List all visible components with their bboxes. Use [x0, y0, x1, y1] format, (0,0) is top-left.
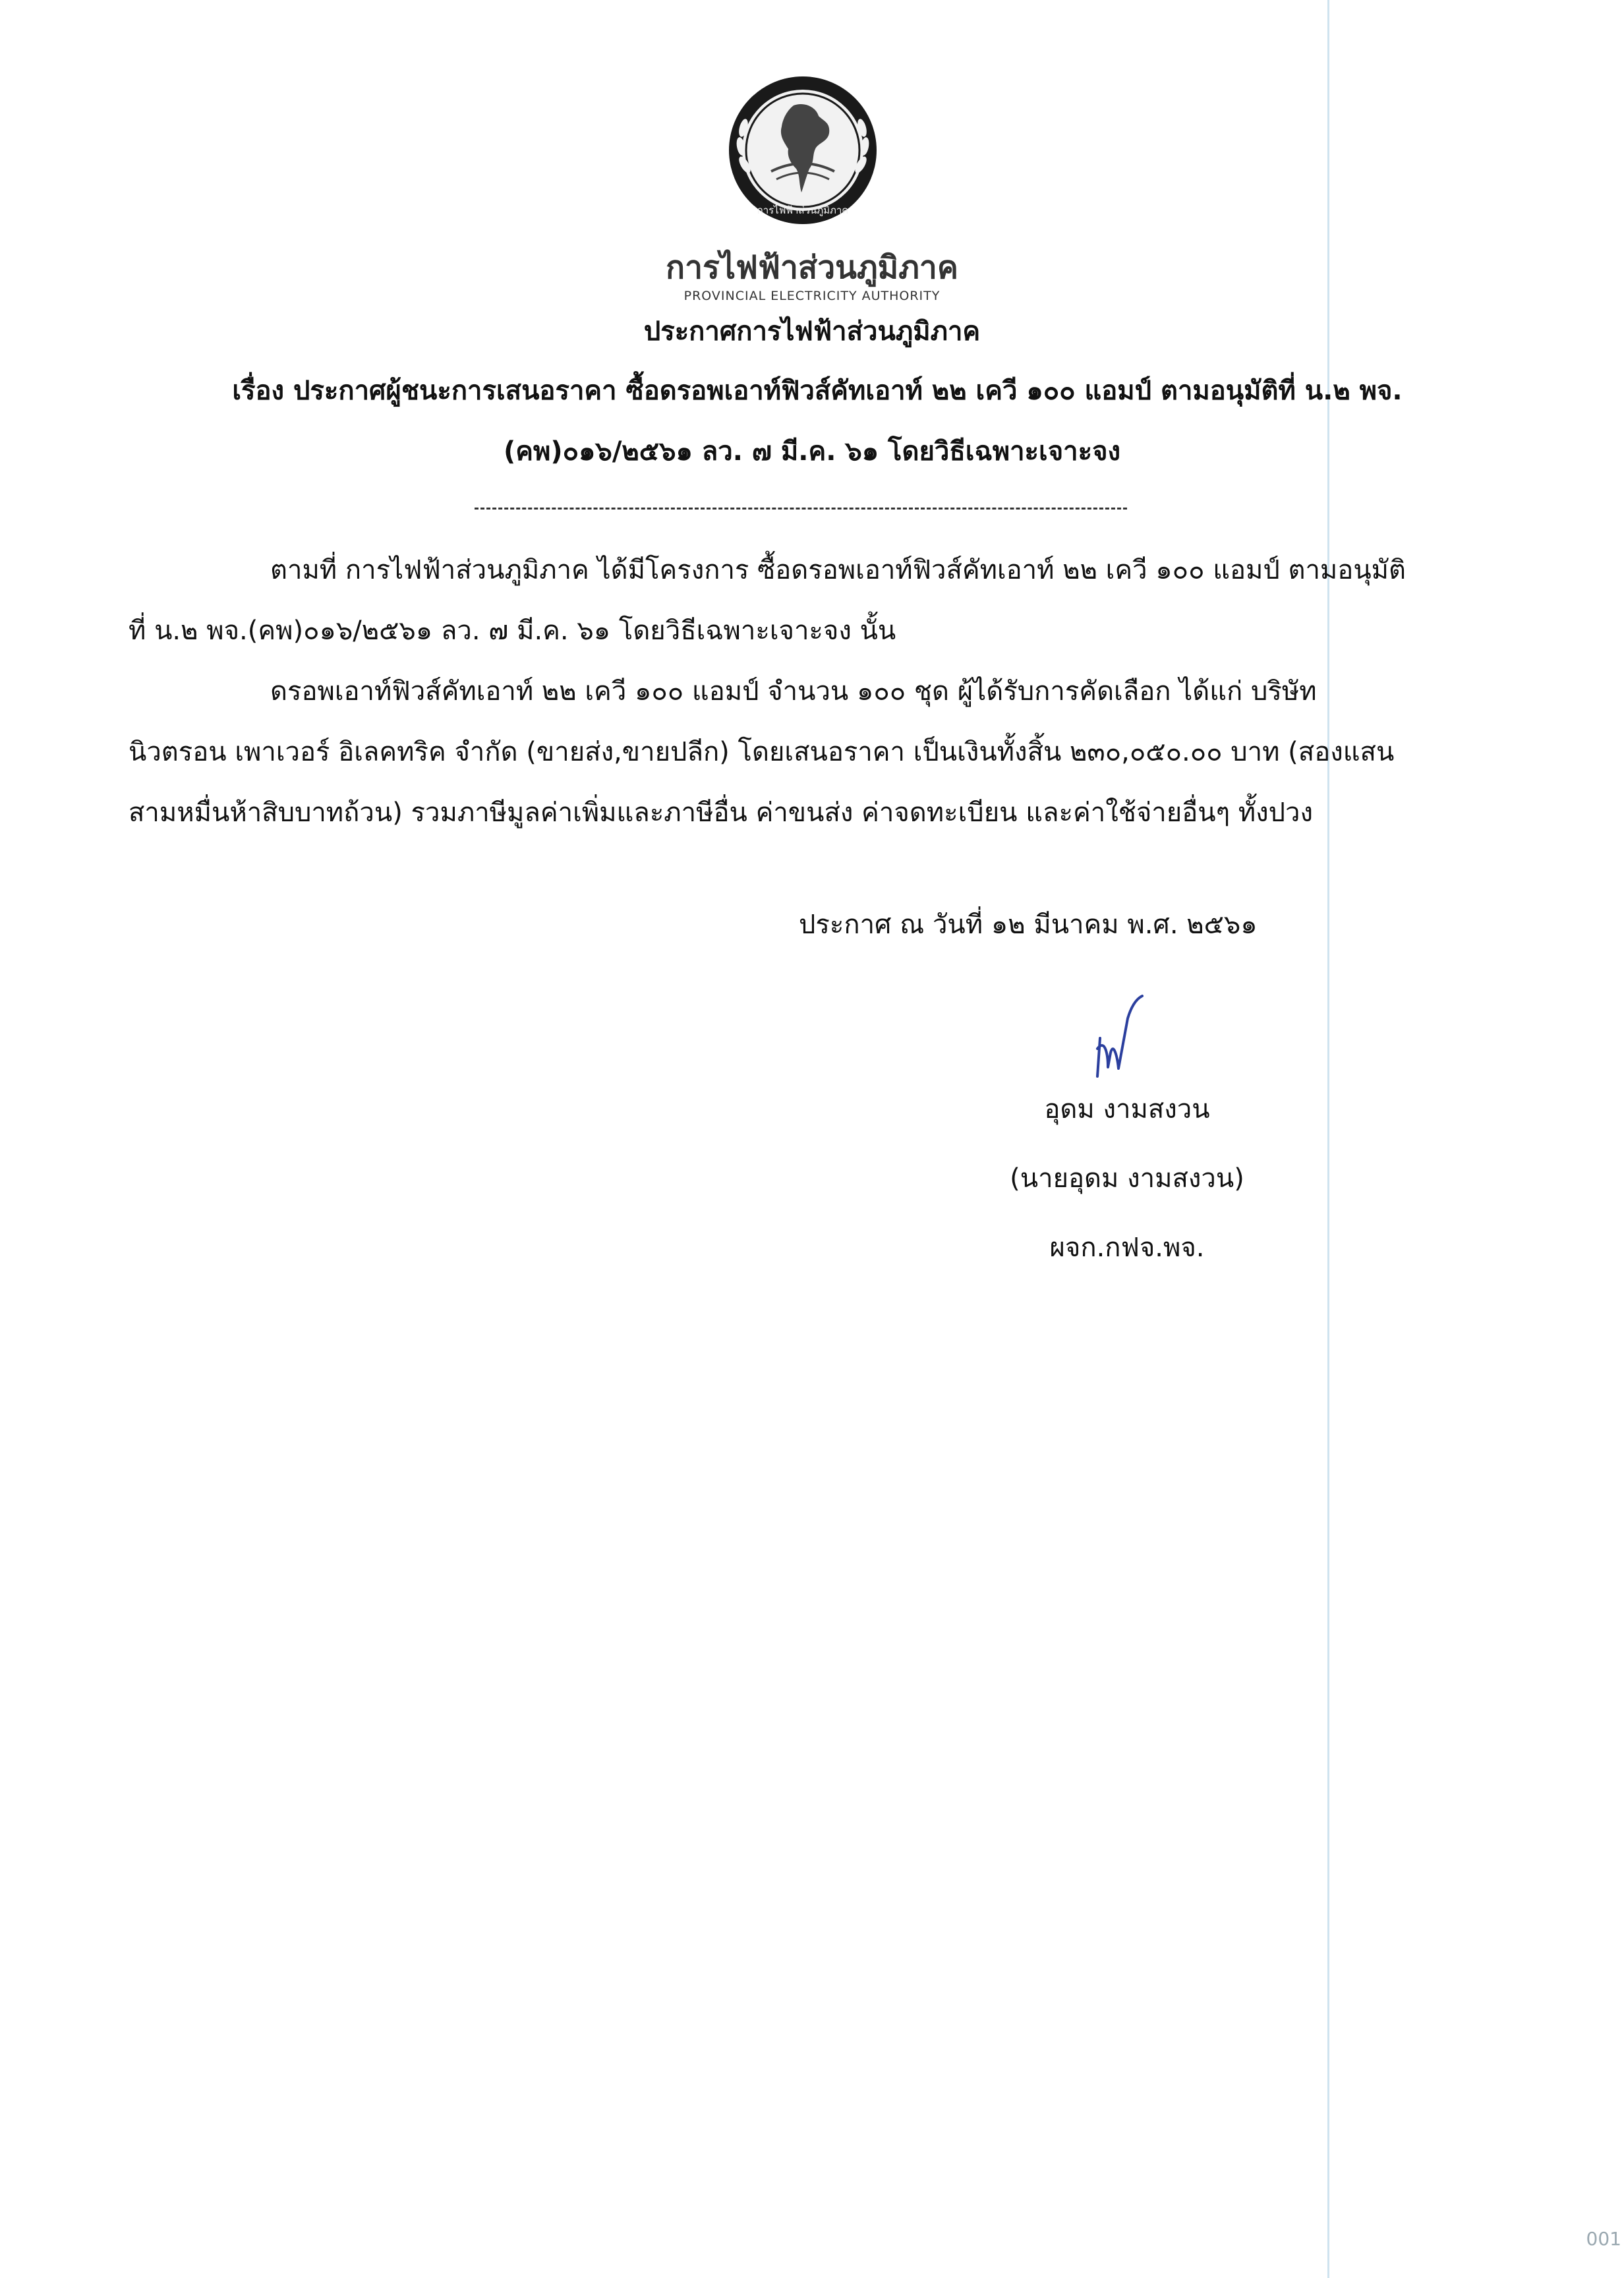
signatory-full-name: (นายอุดม งามสงวน) [1010, 1163, 1244, 1194]
subject-line-2: (คพ)๐๑๖/๒๕๖๑ ลว. ๗ มี.ค. ๖๑ โดยวิธีเฉพาะเจาะจง [503, 436, 1121, 467]
page-number: 001 [1586, 2228, 1621, 2250]
signatory-position: ผจก.กฟจ.พจ. [1049, 1233, 1205, 1263]
signatory-name: อุดม งามสงวน [1044, 1094, 1210, 1124]
announcement-title: ประกาศการไฟฟ้าส่วนภูมิภาค [643, 316, 981, 347]
body-paragraph-1-line-1: ตามที่ การไฟฟ้าส่วนภูมิภาค ได้มีโครงการ ซื้อดรอพเอาท์ฟิวส์คัทเอาท์ ๒๒ เควี ๑๐๐ แอมป์ ตามอนุมัติ [270, 555, 1406, 585]
announcement-date: ประกาศ ณ วันที่ ๑๒ มีนาคม พ.ศ. ๒๕๖๑ [799, 910, 1258, 940]
body-paragraph-2-line-2: นิวตรอน เพาเวอร์ อิเลคทริค จำกัด (ขายส่ง,ขายปลีก) โดยเสนอราคา เป็นเงินทั้งสิ้น ๒๓๐,๐๕๐.๐๐ บาท (สองแสน [129, 737, 1395, 767]
org-name-thai: การไฟฟ้าส่วนภูมิภาค [666, 249, 958, 286]
svg-text:การไฟฟ้าส่วนภูมิภาค: การไฟฟ้าส่วนภูมิภาค [757, 204, 849, 216]
handwritten-signature-icon [1091, 992, 1157, 1084]
separator-line [475, 508, 1127, 510]
pea-seal-icon [725, 73, 881, 228]
body-paragraph-2-line-3: สามหมื่นห้าสิบบาทถ้วน) รวมภาษีมูลค่าเพิ่มและภาษีอื่น ค่าขนส่ง ค่าจดทะเบียน และค่าใช้จ่ายอื่นๆ ทั้งปวง [129, 798, 1314, 828]
subject-line-1: เรื่อง ประกาศผู้ชนะการเสนอราคา ซื้อดรอพเอาท์ฟิวส์คัทเอาท์ ๒๒ เควี ๑๐๐ แอมป์ ตามอนุมัติที่ น.๒ พจ. [232, 376, 1403, 406]
org-name-english: PROVINCIAL ELECTRICITY AUTHORITY [683, 289, 941, 303]
body-paragraph-2-line-1: ดรอพเอาท์ฟิวส์คัทเอาท์ ๒๒ เควี ๑๐๐ แอมป์ จำนวน ๑๐๐ ชุด ผู้ได้รับการคัดเลือก ได้แก่ บริษัท [270, 676, 1317, 707]
body-paragraph-1-line-2: ที่ น.๒ พจ.(คพ)๐๑๖/๒๕๖๑ ลว. ๗ มี.ค. ๖๑ โดยวิธีเฉพาะเจาะจง นั้น [129, 616, 896, 646]
